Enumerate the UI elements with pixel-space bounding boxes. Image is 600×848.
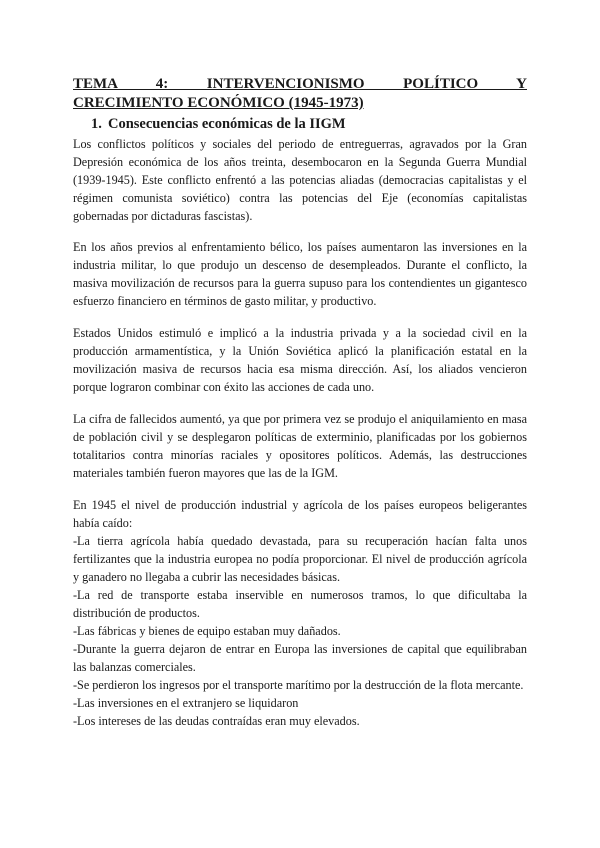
paragraph-5: En 1945 el nivel de producción industrial y agrícola de los países europeos beligerantes había caído: xyxy=(73,498,527,530)
paragraph-3: Estados Unidos estimuló e implicó a la industria privada y a la sociedad civil en la producción armamentística, y la Unión Soviética aplicó la planificación estatal en la movilización masiva de recursos hacia esa misma dirección. Así, los aliados vencieron porque lograron combinar con éxito las acciones de cada uno. xyxy=(73,326,527,394)
list-item: -La tierra agrícola había quedado devastada, para su recuperación hacían falta unos fertilizantes que la industria europea no podía proporcionar. El nivel de producción agrícola y ganadero no llegaba a cubrir las necesidades básicas. xyxy=(73,534,527,584)
list-item: -La red de transporte estaba inservible en numerosos tramos, lo que dificultaba la distribución de productos. xyxy=(73,588,527,620)
consequences-list xyxy=(73,532,527,730)
section-heading-text: Consecuencias económicas de la IIGM xyxy=(108,116,346,132)
section-number: 1. xyxy=(91,116,102,132)
paragraph-2: En los años previos al enfrentamiento bélico, los países aumentaron las inversiones en la industria militar, lo que produjo un descenso de desempleados. Durante el conflicto, la masiva movilización de recursos para la guerra supuso para los contendientes un gigantesco esfuerzo financiero en términos de gasto militar, y productivo. xyxy=(73,240,527,308)
document-title-line-1: TEMA 4: INTERVENCIONISMO POLÍTICO Y xyxy=(73,76,527,92)
paragraph-1: Los conflictos políticos y sociales del periodo de entreguerras, agravados por la Gran Depresión económica de los años treinta, desembocaron en la Segunda Guerra Mundial (1939-1945). Este conflicto enfrentó a las potencias aliadas (democracias capitalistas y el régimen comunista soviético) contra las potencias del Eje (economías capitalistas gobernadas por dictaduras fascistas). xyxy=(73,137,527,223)
list-item: -Los intereses de las deudas contraídas eran muy elevados. xyxy=(73,714,360,728)
list-item: -Las inversiones en el extranjero se liquidaron xyxy=(73,696,299,710)
list-item: -Las fábricas y bienes de equipo estaban muy dañados. xyxy=(73,624,341,638)
paragraph-4: La cifra de fallecidos aumentó, ya que por primera vez se produjo el aniquilamiento en masa de población civil y se desplegaron políticas de exterminio, planificadas por los gobiernos totalitarios contra minorías raciales y opositores políticos. Además, las destrucciones materiales también fueron mayores que las de la IGM. xyxy=(73,412,527,480)
list-item: -Se perdieron los ingresos por el transporte marítimo por la destrucción de la flota mercante. xyxy=(73,678,524,692)
document-title-line-2: CRECIMIENTO ECONÓMICO (1945-1973) xyxy=(73,95,364,111)
list-item: -Durante la guerra dejaron de entrar en Europa las inversiones de capital que equilibraban las balanzas comerciales. xyxy=(73,642,527,674)
section-heading xyxy=(91,115,346,134)
